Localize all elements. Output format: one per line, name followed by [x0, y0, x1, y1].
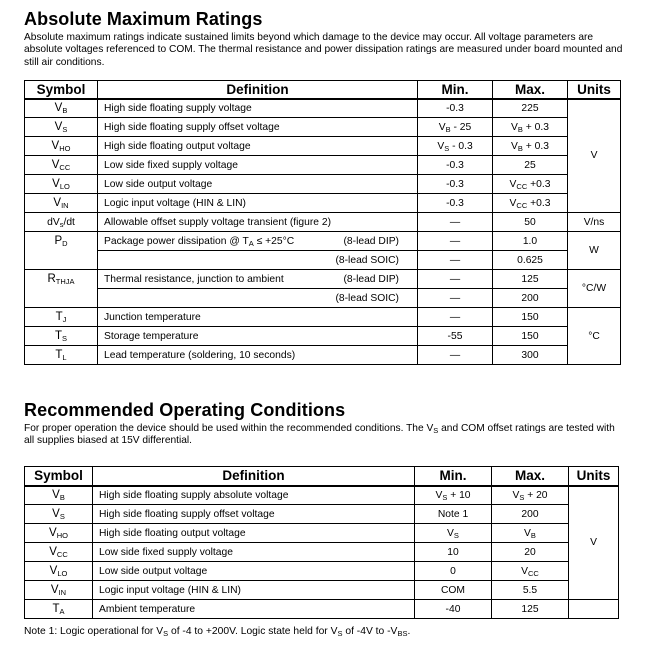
- units-cell: °C/W: [568, 270, 621, 308]
- min-cell: —: [418, 213, 493, 232]
- table-row: [25, 156, 621, 175]
- table-row: [25, 600, 619, 619]
- max-cell: $V_S + 20$: [492, 486, 569, 505]
- symbol-cell: $T_L$: [25, 346, 98, 365]
- units-cell: V: [568, 99, 621, 213]
- table-row: [25, 99, 621, 118]
- min-cell: 10: [415, 543, 492, 562]
- header-definition: Definition: [98, 81, 418, 99]
- symbol-cell: $V_B$: [25, 99, 98, 118]
- symbol-cell: $V_{CC}$: [25, 156, 98, 175]
- definition-cell: High side floating supply offset voltage: [98, 118, 418, 137]
- min-cell: —: [418, 232, 493, 251]
- symbol-cell: $V_{HO}$: [25, 524, 93, 543]
- symbol-cell: $V_S$: [25, 118, 98, 137]
- table-row: [25, 194, 621, 213]
- table-row: [25, 524, 619, 543]
- symbol-cell: $T_J$: [25, 308, 98, 327]
- max-cell: 0.625: [493, 251, 568, 270]
- units-cell: W: [568, 232, 621, 270]
- symbol-cell: $V_{IN}$: [25, 194, 98, 213]
- header-max: Max.: [492, 467, 569, 486]
- symbol-cell: $V_{HO}$: [25, 137, 98, 156]
- definition-cell: [98, 289, 418, 308]
- rec-op-table: [24, 466, 619, 619]
- definition-cell: Low side fixed supply voltage: [98, 156, 418, 175]
- min-cell: -0.3: [418, 99, 493, 118]
- symbol-cell: $R_{THJA}$: [25, 270, 98, 308]
- definition-cell: [98, 251, 418, 270]
- definition-cell: Ambient temperature: [93, 600, 415, 619]
- symbol-cell: $V_{IN}$: [25, 581, 93, 600]
- definition-cell: Storage temperature: [98, 327, 418, 346]
- table-row: [25, 581, 619, 600]
- symbol-cell: $T_S$: [25, 327, 98, 346]
- header-min: Min.: [415, 467, 492, 486]
- min-cell: —: [418, 289, 493, 308]
- table-row: [25, 213, 621, 232]
- rec-op-title: Recommended Operating Conditions: [24, 400, 346, 420]
- min-cell: $V_S - 0.3$: [418, 137, 493, 156]
- min-cell: Note 1: [415, 505, 492, 524]
- table-row: [25, 289, 621, 308]
- header-min: Min.: [418, 81, 493, 99]
- symbol-cell: $V_{LO}$: [25, 562, 93, 581]
- units-cell: V/ns: [568, 213, 621, 232]
- header-symbol: Symbol: [25, 467, 93, 486]
- min-cell: $V_S$: [415, 524, 492, 543]
- symbol-cell: $P_D$: [25, 232, 98, 270]
- table-row: [25, 232, 621, 251]
- min-cell: —: [418, 346, 493, 365]
- min-cell: -40: [415, 600, 492, 619]
- max-cell: 150: [493, 308, 568, 327]
- definition-cell: Low side output voltage: [98, 175, 418, 194]
- package-label: (8-lead SOIC): [335, 254, 399, 266]
- max-cell: 25: [493, 156, 568, 175]
- symbol-cell: $V_{LO}$: [25, 175, 98, 194]
- definition-cell: High side floating supply voltage: [98, 99, 418, 118]
- min-cell: $V_B - 25$: [418, 118, 493, 137]
- symbol-cell: $dV_s/dt$: [25, 213, 98, 232]
- min-cell: 0: [415, 562, 492, 581]
- max-cell: 225: [493, 99, 568, 118]
- min-cell: -0.3: [418, 175, 493, 194]
- units-cell: V: [569, 486, 619, 600]
- max-cell: 300: [493, 346, 568, 365]
- table-row: [25, 327, 621, 346]
- table-row: [25, 486, 619, 505]
- min-cell: -55: [418, 327, 493, 346]
- units-cell: °C: [568, 308, 621, 365]
- header-units: Units: [569, 467, 619, 486]
- table-row: [25, 118, 621, 137]
- table-row: [25, 562, 619, 581]
- definition-cell: Low side output voltage: [93, 562, 415, 581]
- header-symbol: Symbol: [25, 81, 98, 99]
- max-cell: $V_{CC}$: [492, 562, 569, 581]
- symbol-cell: $V_B$: [25, 486, 93, 505]
- min-cell: —: [418, 251, 493, 270]
- definition-cell: Allowable offset supply voltage transient (figure 2): [98, 213, 418, 232]
- definition-cell: Junction temperature: [98, 308, 418, 327]
- min-cell: —: [418, 270, 493, 289]
- definition-cell: High side floating supply absolute voltage: [93, 486, 415, 505]
- max-cell: $V_B$: [492, 524, 569, 543]
- rec-header-row: [25, 467, 619, 486]
- table-row: [25, 543, 619, 562]
- max-cell: 1.0: [493, 232, 568, 251]
- definition-cell: High side floating output voltage: [98, 137, 418, 156]
- max-cell: 200: [493, 289, 568, 308]
- definition-cell: Logic input voltage (HIN & LIN): [98, 194, 418, 213]
- units-cell-empty: [569, 600, 619, 619]
- table-row: [25, 270, 621, 289]
- symbol-cell: $V_{CC}$: [25, 543, 93, 562]
- min-cell: -0.3: [418, 156, 493, 175]
- max-cell: 50: [493, 213, 568, 232]
- table-row: [25, 346, 621, 365]
- table-row: [25, 251, 621, 270]
- table-row: [25, 175, 621, 194]
- header-definition: Definition: [93, 467, 415, 486]
- package-label: (8-lead DIP): [343, 273, 399, 285]
- symbol-cell: $V_S$: [25, 505, 93, 524]
- definition-cell: Logic input voltage (HIN & LIN): [93, 581, 415, 600]
- table-row: [25, 308, 621, 327]
- rec-op-intro: For proper operation the device should be used within the recommended conditions. The $V_S$ and COM offset ratings are tested with all supplies biased at 15V differential.: [24, 423, 615, 447]
- max-cell: 150: [493, 327, 568, 346]
- max-cell: $V_B + 0.3$: [493, 137, 568, 156]
- abs-max-title: Absolute Maximum Ratings: [24, 9, 263, 29]
- max-cell: 125: [493, 270, 568, 289]
- max-cell: $V_B + 0.3$: [493, 118, 568, 137]
- table-row: [25, 137, 621, 156]
- abs-header-row: [25, 81, 621, 99]
- header-units: Units: [568, 81, 621, 99]
- package-label: (8-lead DIP): [343, 235, 399, 247]
- max-cell: 20: [492, 543, 569, 562]
- min-cell: -0.3: [418, 194, 493, 213]
- definition-cell: High side floating supply offset voltage: [93, 505, 415, 524]
- min-cell: $V_S + 10$: [415, 486, 492, 505]
- min-cell: COM: [415, 581, 492, 600]
- max-cell: 125: [492, 600, 569, 619]
- definition-cell: High side floating output voltage: [93, 524, 415, 543]
- abs-max-table: [24, 80, 621, 365]
- definition-cell: Low side fixed supply voltage: [93, 543, 415, 562]
- table-row: [25, 505, 619, 524]
- header-max: Max.: [493, 81, 568, 99]
- abs-max-intro: Absolute maximum ratings indicate sustained limits beyond which damage to the device may occur. All voltage parameters are absolute voltages referenced to COM. The thermal resistance and power dissipation ratings are measured under board mounted and still air conditions.: [24, 32, 623, 68]
- definition-cell: Thermal resistance, junction to ambient (8-lead DIP): [98, 270, 418, 289]
- definition-cell: Lead temperature (soldering, 10 seconds): [98, 346, 418, 365]
- max-cell: $V_{CC} +0.3$: [493, 194, 568, 213]
- footnote: Note 1: Logic operational for $V_S$ of -4 to +200V. Logic state held for $V_S$ of -4V to $-V_{BS}$.: [24, 626, 411, 638]
- symbol-cell: $T_A$: [25, 600, 93, 619]
- package-label: (8-lead SOIC): [335, 292, 399, 304]
- max-cell: 200: [492, 505, 569, 524]
- definition-cell: Package power dissipation @ $T_A \le +25^\circ C$ (8-lead DIP): [98, 232, 418, 251]
- max-cell: 5.5: [492, 581, 569, 600]
- min-cell: —: [418, 308, 493, 327]
- max-cell: $V_{CC} +0.3$: [493, 175, 568, 194]
